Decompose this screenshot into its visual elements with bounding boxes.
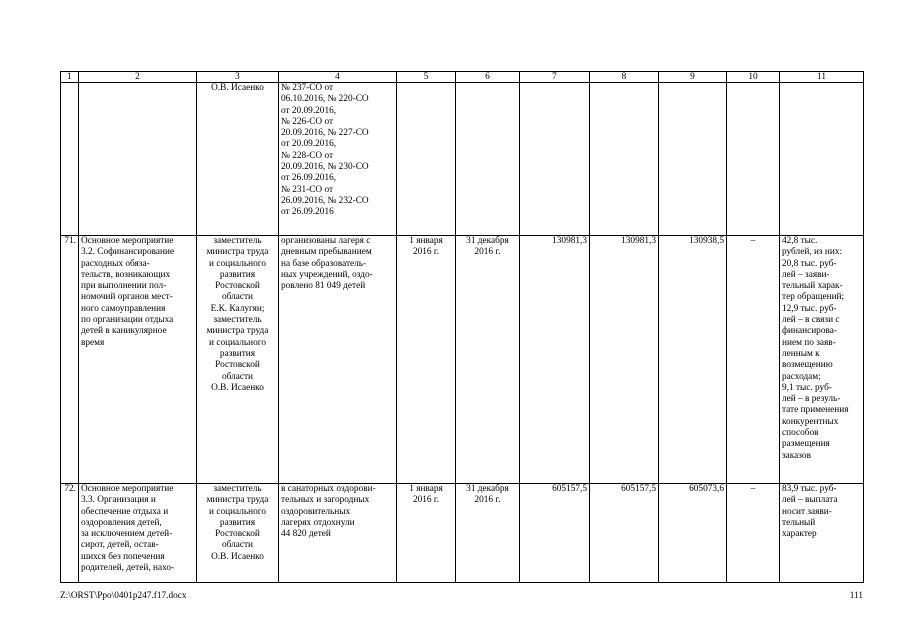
column-number-row — [61, 72, 864, 83]
column-number: 3 — [197, 72, 279, 83]
column-number: 10 — [727, 72, 780, 83]
file-path-footer: Z:\ORST\Ppo\0401p247.f17.docx — [60, 591, 187, 601]
planned-amount: 130981,3 — [520, 236, 590, 484]
column-number: 6 — [456, 72, 520, 83]
responsible-executor: О.В. Исаенко — [197, 83, 279, 236]
page-number: 111 — [849, 591, 863, 601]
column-number: 11 — [780, 72, 864, 83]
deviation-note: 83,9 тыс. руб- лей – выплата носит заяви- тельный характер — [780, 484, 864, 583]
planned-amount — [520, 83, 590, 236]
result-description: № 237-СО от 06.10.2016, № 220-СО от 20.09.2016, № 226-СО от 20.09.2016, № 227-СО от 20.09.2016, № 228-СО от 20.09.2016, № 230-СО от 26.09.2016, № 231-СО от 26.09.2016, № 232-СО от 26.09.2016 — [279, 83, 397, 236]
contracted-amount — [590, 83, 659, 236]
row-number — [61, 83, 79, 236]
actual-amount: 605073,6 — [659, 484, 727, 583]
other-amount — [727, 83, 780, 236]
responsible-executor: заместитель министра труда и социального развития Ростовской области Е.К. Калугян; заместитель министра труда и социального развития Ростовской области О.В. Исаенко — [197, 236, 279, 484]
actual-amount — [659, 83, 727, 236]
column-number: 9 — [659, 72, 727, 83]
contracted-amount: 605157,5 — [590, 484, 659, 583]
result-description: организованы лагеря с дневным пребыванием на базе образователь- ных учреждений, оздо- ровлено 81 049 детей — [279, 236, 397, 484]
table-row — [61, 236, 864, 484]
measure-name — [79, 83, 197, 236]
start-date: 1 января 2016 г. — [397, 236, 456, 484]
end-date — [456, 83, 520, 236]
deviation-note: 42,8 тыс. рублей, из них: 20,8 тыс. руб- лей – заяви- тельный харак- тер обращений; 12,9 тыс. руб- лей – в связи с финансирова- нием по заяв- ленным к возмещению расходам; 9,1 тыс. руб- лей – в резуль- тате применения конкурентных способов размещения заказов — [780, 236, 864, 484]
column-number: 5 — [397, 72, 456, 83]
actual-amount: 130938,5 — [659, 236, 727, 484]
other-amount: – — [727, 236, 780, 484]
responsible-executor: заместитель министра труда и социального развития Ростовской области О.В. Исаенко — [197, 484, 279, 583]
end-date: 31 декабря 2016 г. — [456, 236, 520, 484]
result-description: в санаторных оздорови- тельных и загородных оздоровительных лагерях отдохнули 44 820 детей — [279, 484, 397, 583]
measure-name: Основное мероприятие 3.2. Софинансирование расходных обяза- тельств, возникающих при выполнении пол- номочий органов мест- ного самоуправления по организации отдыха детей в каникулярное время — [79, 236, 197, 484]
row-number: 72. — [61, 484, 79, 583]
measure-name: Основное мероприятие 3.3. Организация и обеспечение отдыха и оздоровления детей, за исключением детей- сирот, детей, остав- шихся без попечения родителей, детей, нахо- — [79, 484, 197, 583]
column-number: 7 — [520, 72, 590, 83]
table-row — [61, 83, 864, 236]
column-number: 1 — [61, 72, 79, 83]
planned-amount: 605157,5 — [520, 484, 590, 583]
end-date: 31 декабря 2016 г. — [456, 484, 520, 583]
column-number: 8 — [590, 72, 659, 83]
start-date: 1 января 2016 г. — [397, 484, 456, 583]
other-amount: – — [727, 484, 780, 583]
table-row — [61, 484, 864, 583]
row-number: 71. — [61, 236, 79, 484]
contracted-amount: 130981,3 — [590, 236, 659, 484]
column-number: 2 — [79, 72, 197, 83]
report-table — [60, 71, 864, 583]
column-number: 4 — [279, 72, 397, 83]
start-date — [397, 83, 456, 236]
deviation-note — [780, 83, 864, 236]
